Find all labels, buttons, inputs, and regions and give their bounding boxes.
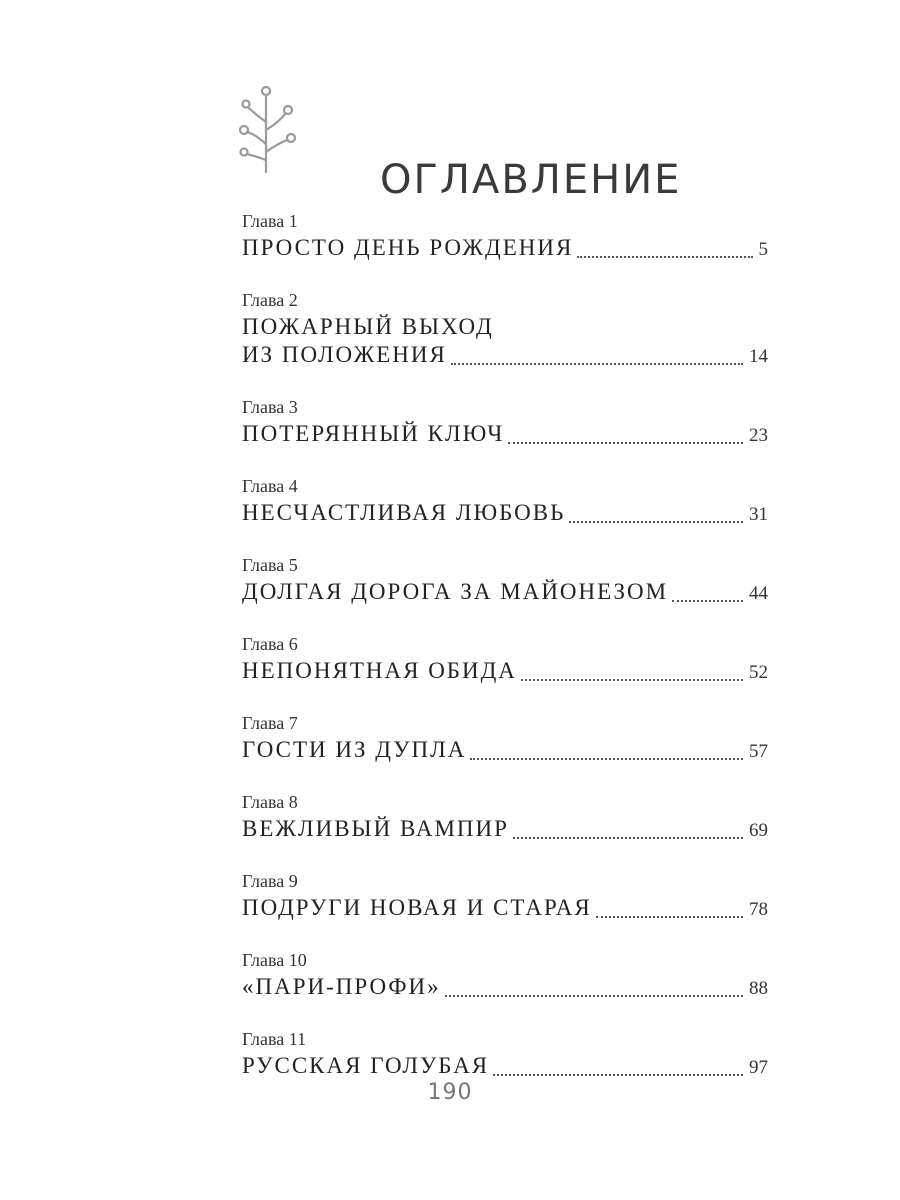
chapter-title-line: ПОЖАРНЫЙ ВЫХОД: [242, 314, 494, 339]
toc-row: [242, 815, 768, 845]
chapter-title: НЕСЧАСТЛИВАЯ ЛЮБОВЬ: [242, 500, 566, 525]
dot-leader: [672, 600, 743, 602]
chapter-number: Глава 9: [242, 871, 298, 891]
toc-entry: [242, 949, 768, 1003]
chapter-title: РУССКАЯ ГОЛУБАЯ: [242, 1053, 490, 1078]
page-reference: 57: [749, 741, 768, 762]
chapter-title: НЕПОНЯТНАЯ ОБИДА: [242, 658, 517, 683]
chapter-title: ПОТЕРЯННЫЙ КЛЮЧ: [242, 421, 505, 446]
chapter-number: Глава 4: [242, 476, 298, 496]
dot-leader: [508, 442, 743, 444]
dot-leader: [470, 758, 743, 760]
chapter-number: Глава 7: [242, 713, 298, 733]
page-reference: 78: [749, 899, 768, 920]
dot-leader: [445, 995, 743, 997]
page-reference: 14: [749, 346, 768, 367]
toc-row: [242, 234, 768, 264]
toc-row: [242, 420, 768, 450]
page-reference: 5: [758, 239, 768, 260]
dot-leader: [521, 679, 743, 681]
sprig-icon: [233, 82, 299, 174]
toc-entry: [242, 791, 768, 845]
toc-entry: [242, 210, 768, 264]
toc-row: [242, 499, 768, 529]
chapter-number: Глава 3: [242, 397, 298, 417]
chapter-title: ДОЛГАЯ ДОРОГА ЗА МАЙОНЕЗОМ: [242, 579, 669, 604]
toc-row: [242, 341, 768, 371]
toc-entry: [242, 554, 768, 608]
toc-row: [242, 973, 768, 1003]
page-reference: 88: [749, 978, 768, 999]
dot-leader: [596, 916, 743, 918]
toc-row: [242, 736, 768, 766]
dot-leader: [513, 837, 743, 839]
chapter-title: ПРОСТО ДЕНЬ РОЖДЕНИЯ: [242, 235, 574, 260]
chapter-number: Глава 1: [242, 211, 298, 231]
dot-leader: [569, 521, 743, 523]
dot-leader: [493, 1074, 743, 1076]
chapter-title: ВЕЖЛИВЫЙ ВАМПИР: [242, 816, 509, 841]
toc-row: [242, 894, 768, 924]
page-reference: 31: [749, 504, 768, 525]
page-reference: 44: [749, 583, 768, 604]
toc-entry: [242, 633, 768, 687]
chapter-title: ПОДРУГИ НОВАЯ И СТАРАЯ: [242, 895, 592, 920]
chapter-number: Глава 8: [242, 792, 298, 812]
toc-row: [242, 578, 768, 608]
chapter-number: Глава 5: [242, 555, 298, 575]
dot-leader: [577, 256, 752, 258]
page-reference: 52: [749, 662, 768, 683]
toc-entry: [242, 475, 768, 529]
toc-row: [242, 657, 768, 687]
page-number: 190: [427, 1080, 473, 1105]
chapter-number: Глава 6: [242, 634, 298, 654]
toc-entry: [242, 289, 768, 371]
page-title: ОГЛАВЛЕНИЕ: [380, 156, 682, 203]
page-reference: 23: [749, 425, 768, 446]
toc-entry: [242, 870, 768, 924]
toc-row: [242, 1052, 768, 1082]
dot-leader: [451, 363, 743, 365]
chapter-title: ГОСТИ ИЗ ДУПЛА: [242, 737, 467, 762]
chapter-number: Глава 10: [242, 950, 307, 970]
chapter-title: ИЗ ПОЛОЖЕНИЯ: [242, 342, 447, 367]
chapter-number: Глава 11: [242, 1029, 307, 1049]
toc-entry: [242, 396, 768, 450]
chapter-title: «ПАРИ-ПРОФИ»: [242, 974, 441, 999]
page-reference: 69: [749, 820, 768, 841]
table-of-contents: [242, 210, 768, 1107]
toc-entry: [242, 712, 768, 766]
chapter-number: Глава 2: [242, 290, 298, 310]
toc-entry: [242, 1028, 768, 1082]
page-reference: 97: [749, 1057, 768, 1078]
